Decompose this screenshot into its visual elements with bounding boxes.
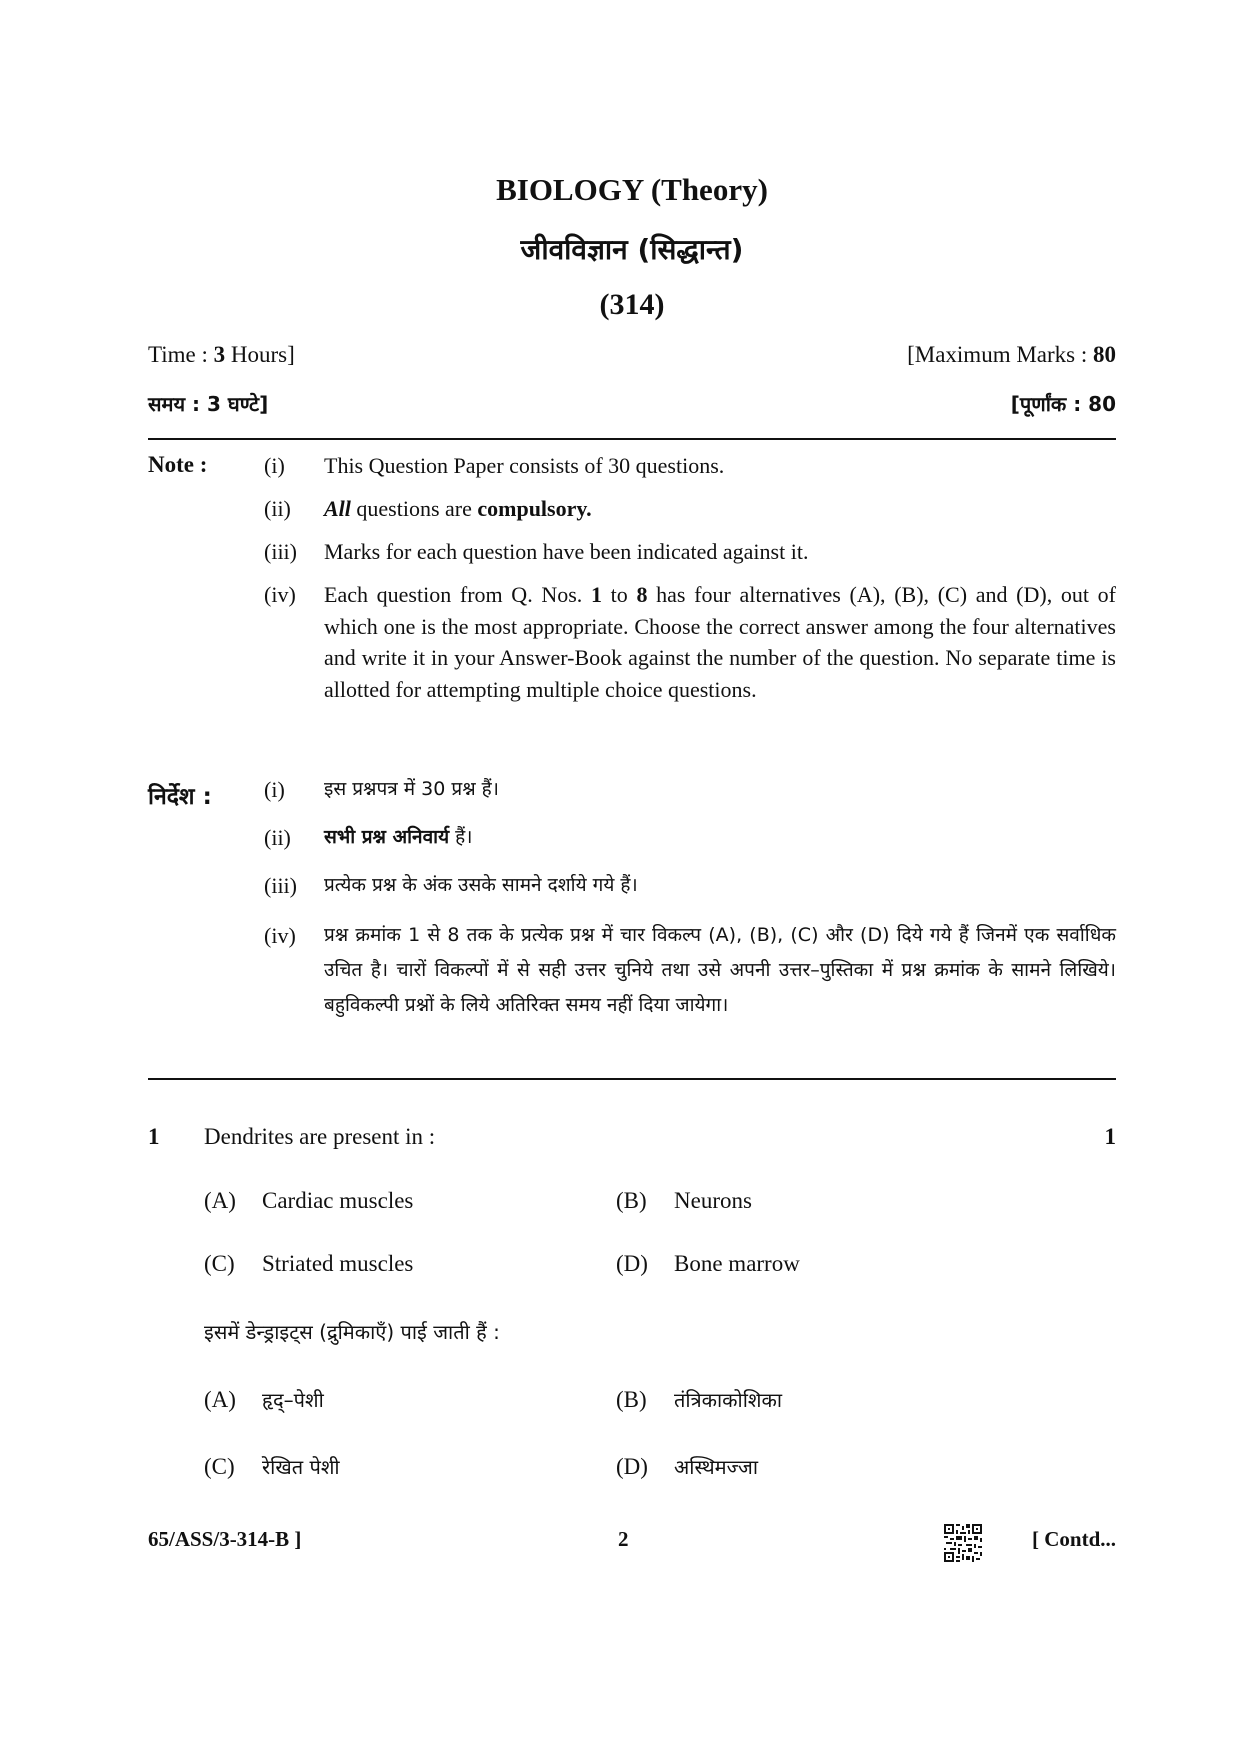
note-label: Note : [148,452,208,477]
question-text-hindi: इसमें डेन्ड्राइट्स (द्रुमिकाएँ) पाई जाती हैं : [204,1320,500,1344]
maximum-marks-hindi: [पूर्णांक : 80 [1010,392,1116,416]
option-b-hindi: (B) तंत्रिकाकोशिका [616,1387,783,1412]
subject-code: (314) [599,288,665,321]
time-allowed: Time : 3 Hours] [148,342,295,367]
question-number: 1 [148,1124,160,1149]
nirdesh-label: निर्देश : [148,784,212,810]
paper-code: 65/ASS/3-314-B ] [148,1527,302,1551]
option-d: (D) Bone marrow [616,1251,800,1276]
maximum-marks: [Maximum Marks : 80 [907,342,1116,367]
option-a: (A) Cardiac muscles [204,1188,414,1213]
time-allowed-hindi: समय : 3 घण्टे] [148,392,269,416]
qr-code-icon [944,1524,982,1562]
continued-label: [ Contd... [1031,1527,1116,1551]
question-text: Dendrites are present in : [204,1124,436,1149]
option-c: (C) Striated muscles [204,1251,414,1276]
option-d-hindi: (D) अस्थिमज्जा [616,1454,759,1479]
option-c-hindi: (C) रेखित पेशी [204,1454,340,1479]
paper-title: BIOLOGY (Theory) [496,172,768,207]
exam-page: BIOLOGY (Theory) जीवविज्ञान (सिद्धान्त) (314) Time : 3 Hours] [Maximum Marks : 80 समय : 3 घण्टे] [पूर्णांक : 80 Note : (i) This Question Paper consists of 30 questions. (ii) All questions are compulsory. (iii) Marks for each question have been indicated against it. (iv) Each question from Q. Nos. 1 to 8 has four alternatives (A), (B), (C) and (D), out of which one is the most appropriate. Choose the correct answer among the four alternatives and write it in your Answer-Book against the number of the question. No separate time is allotted for attempting multiple choice questions. निर्देश : (i) इस प्रश्नपत्र में 30 प्रश्न हैं। (ii) सभी प्रश्न अनिवार्य हैं। (iii) प्रत्येक प्रश्न के अंक उसके सामने दर्शाये गये हैं। (iv) प्रश्न क्रमांक 1 से 8 तक के प्रत्येक प्रश्न में चार विकल्प (A), (B), (C) और (D) दिये गये हैं जिनमें एक सर्वाधिक उचित है। चारों विकल्पों में से सही उत्तर चुनिये तथा उसे अपनी उत्तर–पुस्तिका में प्रश्न क्रमांक के सामने लिखिये। बहुविकल्पी प्रश्नों के लिये अतिरिक्त समय नहीं दिया जायेगा। 1 Dendrites are present in : 1 (A) Cardiac muscles (B) Neurons (C) Striated muscles (D) Bone marrow इसमें डेन्ड्राइट्स (द्रुमिकाएँ) पाई जाती हैं : (A) हृद्–पेशी (B) तंत्रिकाकोशिका (C) रेखित पेशी (D) अस्थिमज्जा 65/ASS/3-314-B ] 2 [ Contd... [148,0,1116,1753]
divider [148,438,1116,440]
option-a-hindi: (A) हृद्–पेशी [204,1387,324,1412]
option-b: (B) Neurons [616,1188,752,1213]
divider [148,1078,1116,1080]
paper-title-hindi: जीवविज्ञान (सिद्धान्त) [520,233,744,266]
page-number: 2 [618,1527,629,1551]
question-marks: 1 [1104,1124,1116,1149]
